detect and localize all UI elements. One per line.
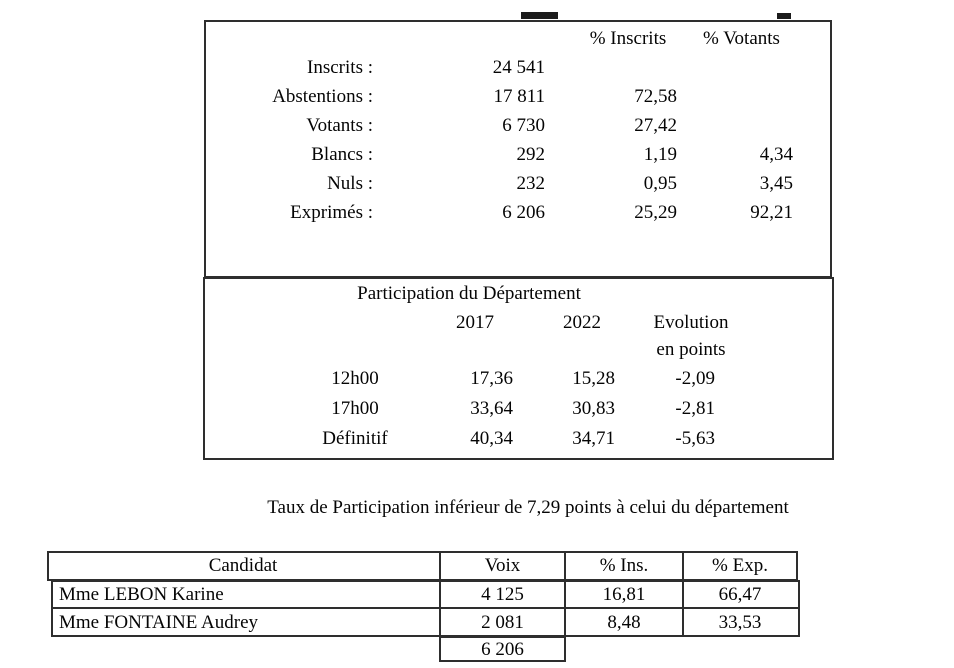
department-row-2017: 17,36 <box>470 368 513 389</box>
participation-comparison-note: Taux de Participation inférieur de 7,29 points à celui du département <box>267 497 789 518</box>
scan-artifact-tick <box>521 12 558 19</box>
department-row-evolution: -5,63 <box>675 428 715 449</box>
participation-row-value: 232 <box>516 173 545 194</box>
department-header-evolution-units: en points <box>656 339 726 360</box>
participation-row-pct-inscrits: 0,95 <box>643 173 677 194</box>
department-row-label: 12h00 <box>331 368 379 389</box>
results-candidate-pct-exp: 33,53 <box>718 612 762 633</box>
participation-row-label: Nuls : <box>327 173 373 194</box>
results-header-pct-exp: % Exp. <box>712 555 768 576</box>
department-row-evolution: -2,09 <box>675 368 715 389</box>
results-candidate-pct-exp: 66,47 <box>718 584 762 605</box>
participation-row-pct-votants: 92,21 <box>750 202 793 223</box>
participation-row-pct-inscrits <box>577 57 677 79</box>
results-candidate-voix: 2 081 <box>481 612 524 633</box>
participation-row-label: Exprimés : <box>290 202 373 223</box>
participation-row-label: Abstentions : <box>272 86 373 107</box>
participation-row-pct-votants: 3,45 <box>759 173 793 194</box>
participation-row-label: Blancs : <box>311 144 373 165</box>
results-candidate-pct-ins: 8,48 <box>607 612 641 633</box>
results-candidate-name: Mme FONTAINE Audrey <box>59 612 259 633</box>
participation-row-value: 6 730 <box>502 115 545 136</box>
department-row-2017: 33,64 <box>470 398 513 419</box>
results-candidate-pct-ins: 16,81 <box>602 584 646 605</box>
department-row-label: Définitif <box>322 428 388 449</box>
results-header-pct-ins: % Ins. <box>599 555 649 576</box>
participation-row-value: 24 541 <box>492 57 545 78</box>
department-header-evolution: Evolution <box>653 312 729 333</box>
participation-row-pct-votants: 4,34 <box>759 144 793 165</box>
participation-row-pct-votants <box>690 86 793 108</box>
participation-row-label: Inscrits : <box>307 57 373 78</box>
department-row-2022: 34,71 <box>572 428 615 449</box>
department-header-2022: 2022 <box>563 312 601 333</box>
participation-row-pct-votants <box>690 115 793 137</box>
department-row-evolution: -2,81 <box>675 398 715 419</box>
department-header-2017: 2017 <box>456 312 494 333</box>
participation-row-pct-inscrits: 72,58 <box>634 86 677 107</box>
results-total-voix: 6 206 <box>481 639 524 660</box>
results-candidate-name: Mme LEBON Karine <box>59 584 224 605</box>
department-table-title: Participation du Département <box>357 283 581 304</box>
results-row-divider <box>51 607 800 609</box>
participation-header-pct-inscrits: % Inscrits <box>589 28 667 49</box>
participation-header-pct-votants: % Votants <box>703 28 780 49</box>
participation-row-value: 6 206 <box>502 202 545 223</box>
scan-artifact-tick <box>777 13 791 19</box>
participation-row-value: 292 <box>516 144 545 165</box>
department-row-2017: 40,34 <box>470 428 513 449</box>
participation-row-label: Votants : <box>306 115 373 136</box>
participation-row-pct-votants <box>690 57 793 79</box>
department-row-2022: 15,28 <box>572 368 615 389</box>
results-candidate-voix: 4 125 <box>481 584 524 605</box>
results-header-voix: Voix <box>484 555 521 576</box>
participation-row-pct-inscrits: 1,19 <box>643 144 677 165</box>
department-row-label: 17h00 <box>331 398 379 419</box>
participation-row-pct-inscrits: 27,42 <box>634 115 677 136</box>
participation-row-value: 17 811 <box>493 86 545 107</box>
results-header-candidat: Candidat <box>208 555 278 576</box>
department-row-2022: 30,83 <box>572 398 615 419</box>
participation-row-pct-inscrits: 25,29 <box>634 202 677 223</box>
